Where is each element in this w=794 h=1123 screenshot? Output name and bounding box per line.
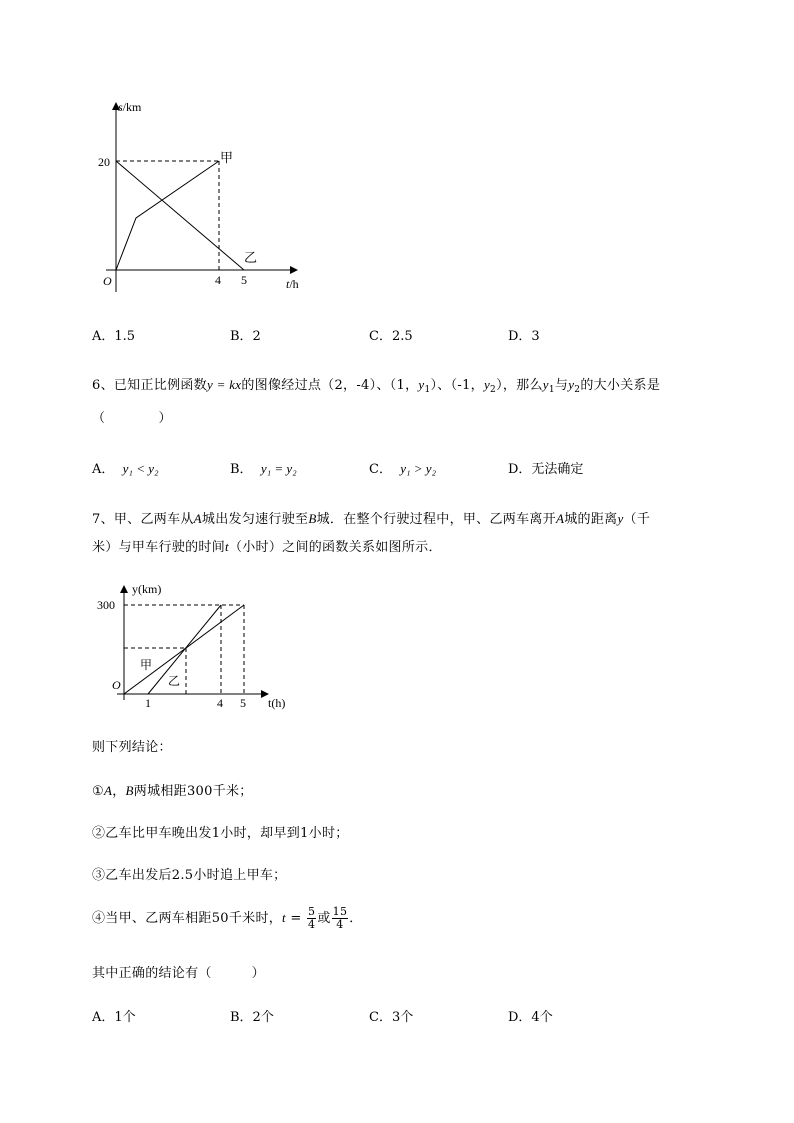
conclusion-4: ④当甲、乙两车相距50千米时，t = $\frac{5}{4}$ 或 $\frac{15}{4}$ ． [92, 905, 363, 931]
x-tick-5: 5 [241, 273, 247, 287]
q7-question-line-2: 米）与甲车行驶的时间t（小时）之间的函数关系如图所示． [92, 539, 442, 555]
x-tick-4: 4 [217, 696, 223, 710]
label-yi: 乙 [168, 674, 181, 688]
conclusion-2: ②乙车比甲车晚出发1小时，却早到1小时； [92, 826, 349, 841]
y-axis-label: y(km) [132, 582, 162, 596]
q7-option-c[interactable]: C．3个 [369, 1010, 414, 1025]
q7-option-a[interactable]: A．1个 [92, 1010, 136, 1025]
conclusion-3: ③乙车出发后2.5小时追上甲车； [92, 868, 287, 883]
q5-option-b[interactable]: B．2 [230, 329, 261, 344]
x-tick-4: 4 [215, 273, 221, 287]
conclusion-1: ①A，B两城相距300千米； [92, 783, 253, 799]
q6-option-a[interactable]: A． y₁ < y₂ [92, 461, 159, 477]
label-jia: 甲 [220, 150, 234, 165]
q7-option-d[interactable]: D．4个 [508, 1010, 553, 1025]
label-jia: 甲 [140, 658, 153, 672]
q7-option-b[interactable]: B．2个 [230, 1010, 274, 1025]
fraction-5-4: $\frac{5}{4}$ [308, 905, 316, 931]
label-yi: 乙 [244, 250, 258, 265]
q6-option-c[interactable]: C． y₁ > y₂ [369, 461, 437, 477]
distance-time-graph-2 [92, 575, 302, 720]
q6-option-d[interactable]: D．无法确定 [508, 462, 584, 477]
q6-question: 6、已知正比例函数y = kx的图像经过点（2，-4）、（1，$y_1$）、（-1，$y_2$），那么$y_1$与$y_2$的大小关系是 [92, 377, 661, 395]
q5-option-d[interactable]: D．3 [508, 329, 540, 344]
distance-time-graph-1 [96, 92, 316, 302]
x-axis-label: t/h [286, 277, 299, 291]
origin-label: O [112, 678, 121, 692]
fraction-15-4: $\frac{15}{4}$ [332, 905, 348, 931]
y-tick-300: 300 [97, 598, 115, 612]
y-axis-label: s/km [118, 100, 142, 114]
q7-question-line-1: 7、甲、乙两车从A城出发匀速行驶至B城．在整个行驶过程中，甲、乙两车离开A城的距离y（千 [92, 511, 651, 527]
q5-option-c[interactable]: C．2.5 [369, 329, 413, 344]
x-axis-label: t(h) [268, 696, 286, 710]
q6-option-b[interactable]: B． y₁ = y₂ [230, 461, 297, 477]
line-yi [148, 605, 221, 694]
x-tick-5: 5 [240, 696, 246, 710]
q5-option-a[interactable]: A．1.5 [92, 329, 136, 344]
conclusions-intro: 则下列结论： [92, 740, 172, 755]
line-yi [116, 161, 244, 270]
q7-prompt: 其中正确的结论有（ ） [92, 966, 265, 981]
line-jia [116, 161, 219, 270]
x-tick-1: 1 [145, 696, 151, 710]
y-tick-20: 20 [98, 155, 110, 169]
origin-label: O [103, 274, 112, 288]
q6-paren: （ ） [92, 411, 172, 426]
